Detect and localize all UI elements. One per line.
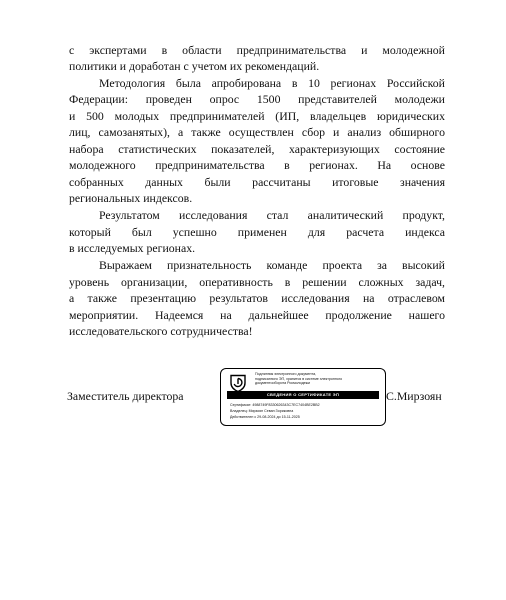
- signatory-name: С.Мирзоян: [386, 389, 442, 403]
- stamp-header: СВЕДЕНИЯ О СЕРТИФИКАТЕ ЭП: [227, 391, 379, 399]
- body-text-line: набора статистических показателей, характеризующих состояние: [69, 142, 445, 156]
- body-text-line: исследовательского сотрудничества!: [69, 324, 253, 338]
- body-text-line: в исследуемых регионах.: [69, 241, 196, 255]
- certificate-owner: Владелец: Мирзоян Севан Зориковна: [230, 409, 294, 413]
- body-text-line: собранных данных были рассчитаны итоговые значения: [69, 175, 445, 189]
- stamp-certificate-details: [230, 402, 380, 420]
- stamp-description-line: подписанного ЭП, хранится в системе электронного: [255, 376, 343, 381]
- certificate-number: Сертификат: 4988749F8330626343C7EC7404BE2BB2: [230, 403, 320, 407]
- body-text-line: Методология была апробирована в 10 регионах Российской: [99, 76, 445, 90]
- body-text-line: мероприятии. Надеемся на дальнейшее продолжение нашего: [69, 308, 445, 322]
- certificate-validity: Действителен с 29-08-2024 до 15-11-2025: [230, 415, 300, 419]
- body-text-line: Выражаем признательность команде проекта за высокий: [99, 258, 445, 272]
- body-text-line: молодежного предпринимательства в регионах. На основе: [69, 158, 445, 172]
- rosmolodezh-emblem-icon: [228, 373, 248, 393]
- stamp-description-line: документооборота Росмолодежи: [255, 381, 311, 386]
- body-text-line: лиц, самозанятых), а также осуществлен сбор и анализ обширного: [69, 125, 445, 139]
- body-text-line: Результатом исследования стал аналитический продукт,: [99, 208, 445, 222]
- body-text-line: который был успешно применен для расчета индекса: [69, 225, 445, 239]
- body-text-line: политики и доработан с учетом их рекомендаций.: [69, 59, 320, 73]
- body-text-line: и 500 молодых предпринимателей (ИП, владельцев юридических: [69, 109, 445, 123]
- body-text-line: с экспертами в области предпринимательства и молодежной: [69, 43, 445, 57]
- signatory-position: Заместитель директора: [67, 389, 184, 403]
- body-text-line: уровень организации, оперативность в решении сложных задач,: [69, 275, 445, 289]
- stamp-description: [255, 372, 383, 386]
- body-text-line: а также презентацию результатов исследования на отраслевом: [69, 291, 445, 305]
- electronic-signature-stamp: [220, 368, 386, 426]
- stamp-description-line: Подлинник электронного документа,: [255, 372, 317, 376]
- body-text-line: Федерации: проведен опрос 1500 представителей молодежи: [69, 92, 445, 106]
- body-text-line: региональных индексов.: [69, 191, 193, 205]
